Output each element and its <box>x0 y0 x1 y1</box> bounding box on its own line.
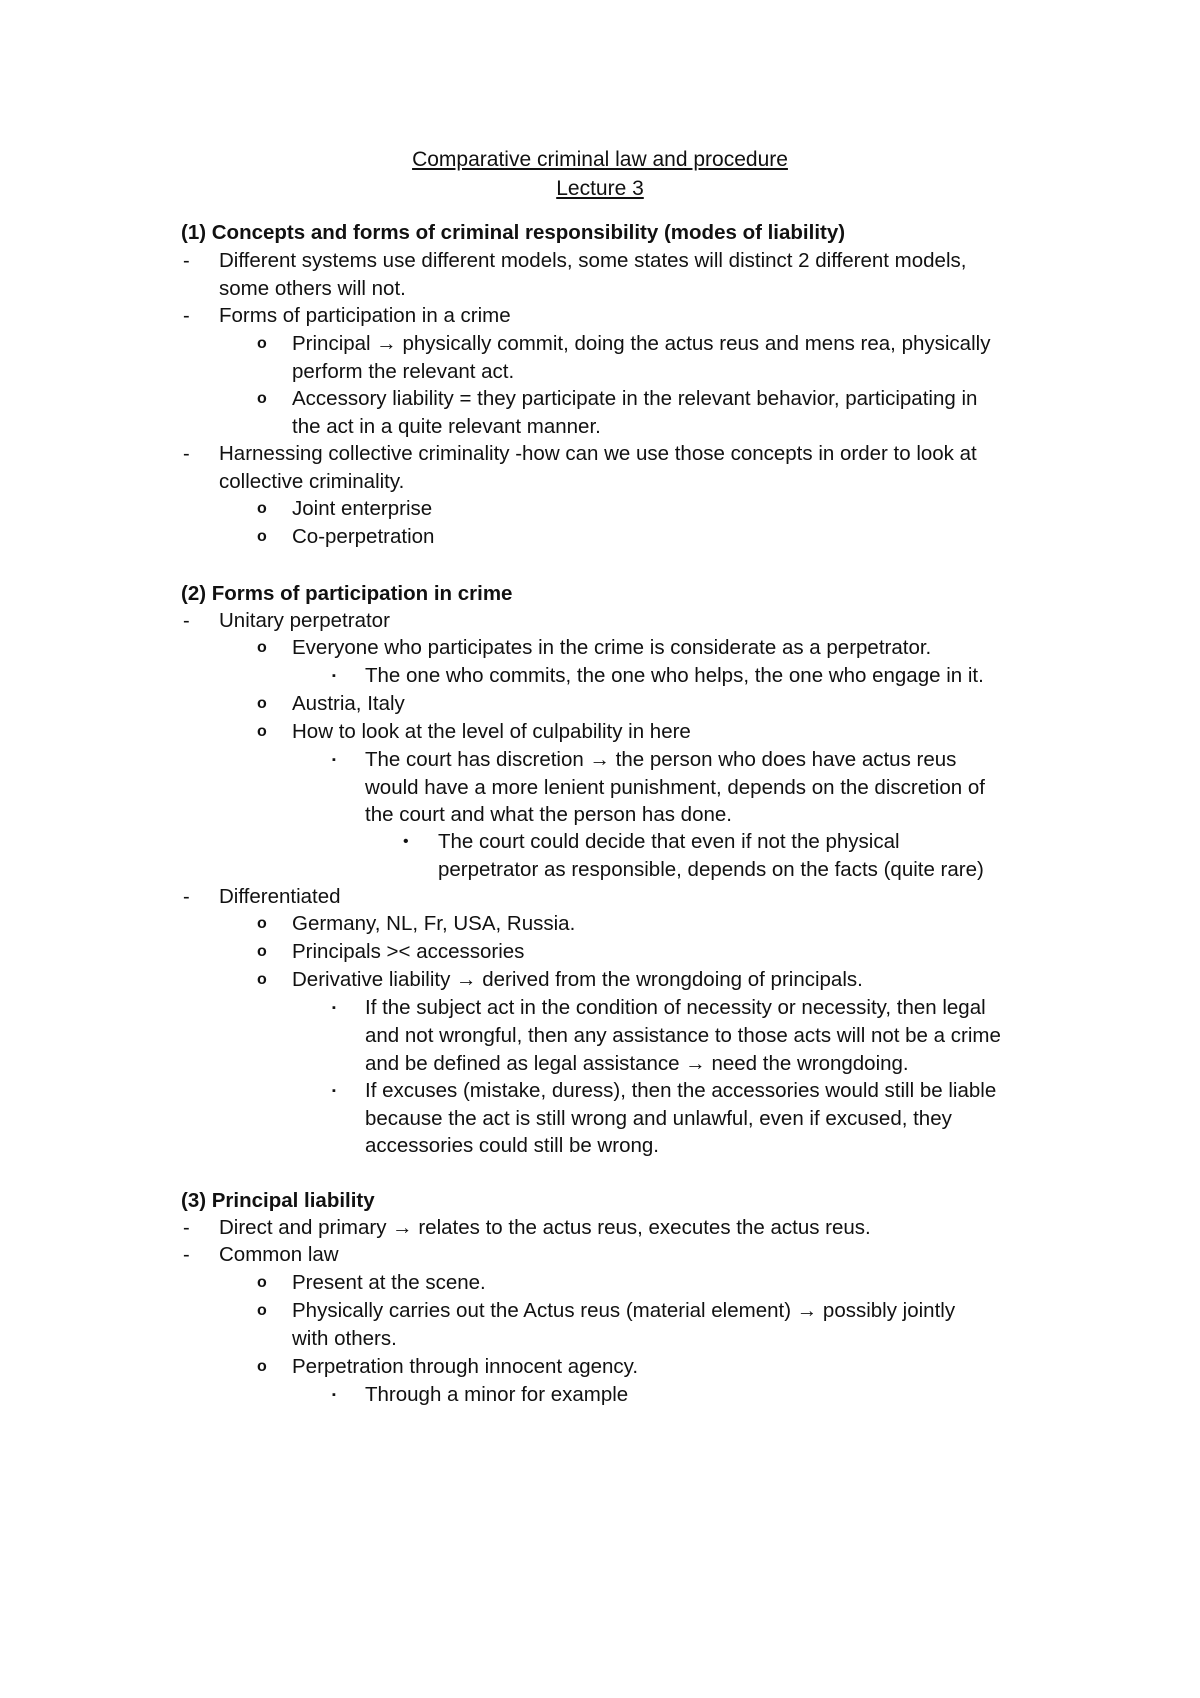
dash-bullet: - <box>183 610 190 632</box>
square-bullet: ▪ <box>332 1085 336 1097</box>
text-line: Present at the scene. <box>292 1271 486 1294</box>
text-line: Germany, NL, Fr, USA, Russia. <box>292 912 576 935</box>
text-line: Physically carries out the Actus reus (material element) → possibly jointly <box>292 1299 956 1322</box>
section-heading-2: (2) Forms of participation in crime <box>181 582 513 605</box>
circle-bullet: o <box>257 335 267 352</box>
text-line: Differentiated <box>219 885 341 908</box>
text-line: Derivative liability → derived from the wrongdoing of principals. <box>292 968 863 991</box>
circle-bullet: o <box>257 390 267 407</box>
text-line: perpetrator as responsible, depends on the facts (quite rare) <box>438 858 984 881</box>
dot-bullet: • <box>403 833 409 850</box>
text-line: Joint enterprise <box>292 497 433 520</box>
text-line: accessories could still be wrong. <box>365 1134 659 1157</box>
text-line: the court and what the person has done. <box>365 803 732 826</box>
circle-bullet: o <box>257 943 267 960</box>
dash-bullet: - <box>183 1217 190 1239</box>
text-line: Accessory liability = they participate in the relevant behavior, participating in <box>292 387 978 410</box>
dash-bullet: - <box>183 250 190 272</box>
text-line: Co-perpetration <box>292 525 435 548</box>
text-line: Principal → physically commit, doing the actus reus and mens rea, physically <box>292 332 991 355</box>
circle-bullet: o <box>257 500 267 517</box>
text-line: would have a more lenient punishment, depends on the discretion of <box>365 776 985 799</box>
text-line: because the act is still wrong and unlawful, even if excused, they <box>365 1107 952 1130</box>
square-bullet: ▪ <box>332 1389 336 1401</box>
text-line: and be defined as legal assistance → need the wrongdoing. <box>365 1052 909 1075</box>
text-line: Perpetration through innocent agency. <box>292 1355 639 1378</box>
section-heading-3: (3) Principal liability <box>181 1189 375 1212</box>
circle-bullet: o <box>257 915 267 932</box>
dash-bullet: - <box>183 886 190 908</box>
text-line: Forms of participation in a crime <box>219 304 511 327</box>
circle-bullet: o <box>257 971 267 988</box>
dash-bullet: - <box>183 443 190 465</box>
lecture-subtitle: Lecture 3 <box>556 177 644 200</box>
text-line: with others. <box>292 1327 397 1350</box>
circle-bullet: o <box>257 723 267 740</box>
circle-bullet: o <box>257 639 267 656</box>
text-line: some others will not. <box>219 277 406 300</box>
text-line: Direct and primary → relates to the actus reus, executes the actus reus. <box>219 1216 871 1239</box>
text-line: Austria, Italy <box>292 692 405 715</box>
text-line: perform the relevant act. <box>292 360 515 383</box>
text-line: collective criminality. <box>219 470 405 493</box>
text-line: If the subject act in the condition of necessity or necessity, then legal <box>365 996 986 1019</box>
text-line: Everyone who participates in the crime is considerate as a perpetrator. <box>292 636 932 659</box>
circle-bullet: o <box>257 1274 267 1291</box>
text-line: Common law <box>219 1243 339 1266</box>
dash-bullet: - <box>183 1244 190 1266</box>
dash-bullet: - <box>183 305 190 327</box>
square-bullet: ▪ <box>332 670 336 682</box>
text-line: the act in a quite relevant manner. <box>292 415 601 438</box>
text-line: The court has discretion → the person who does have actus reus <box>365 748 957 771</box>
text-line: and not wrongful, then any assistance to those acts will not be a crime <box>365 1024 1001 1047</box>
document-title: Comparative criminal law and procedure <box>412 148 788 171</box>
square-bullet: ▪ <box>332 1002 336 1014</box>
text-line: If excuses (mistake, duress), then the accessories would still be liable <box>365 1079 997 1102</box>
text-line: Unitary perpetrator <box>219 609 390 632</box>
text-line: The one who commits, the one who helps, the one who engage in it. <box>365 664 984 687</box>
text-line: Different systems use different models, some states will distinct 2 different models, <box>219 249 967 272</box>
text-line: How to look at the level of culpability in here <box>292 720 691 743</box>
text-line: The court could decide that even if not the physical <box>438 830 900 853</box>
square-bullet: ▪ <box>332 754 336 766</box>
circle-bullet: o <box>257 528 267 545</box>
text-line: Through a minor for example <box>365 1383 629 1406</box>
circle-bullet: o <box>257 695 267 712</box>
circle-bullet: o <box>257 1302 267 1319</box>
section-heading-1: (1) Concepts and forms of criminal responsibility (modes of liability) <box>181 221 846 244</box>
text-line: Principals >< accessories <box>292 940 525 963</box>
text-line: Harnessing collective criminality -how can we use those concepts in order to look at <box>219 442 977 465</box>
circle-bullet: o <box>257 1358 267 1375</box>
